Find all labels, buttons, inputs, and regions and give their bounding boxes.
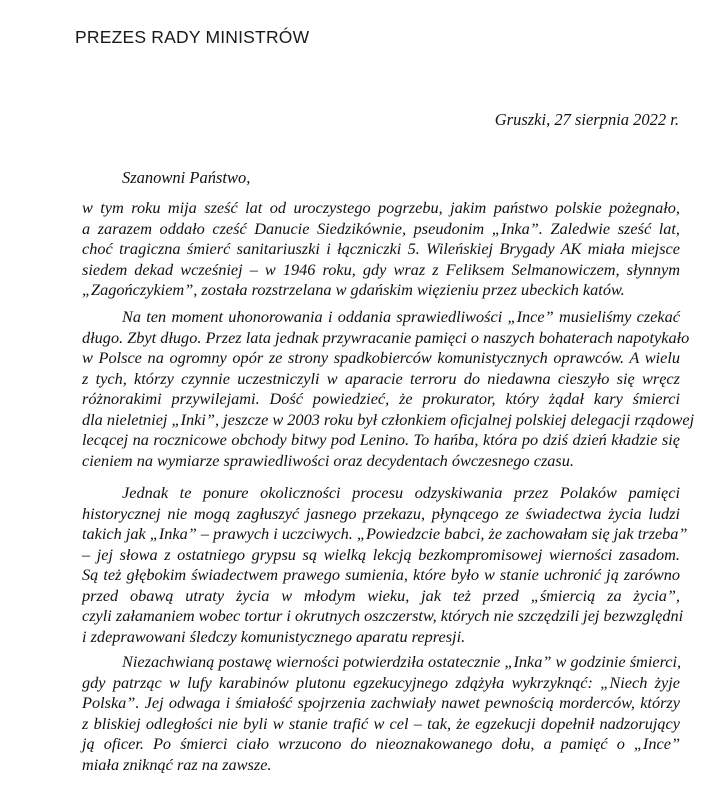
text-line: siedem dekad wcześniej – w 1946 roku, gdy wraz z Feliksem Selmanowiczem, słynnym [82,259,680,279]
text-line: „Zagończykiem”, została rozstrzelana w gdańskim więzieniu przez ubeckich katów. [82,280,625,299]
text-line: różnorakimi przywilejami. Dość powiedzieć, że prokurator, który żądał kary śmierci [82,389,680,408]
text-line: takich jak „Inka” – prawych i uczciwych. „Powiedzcie babci, że zachowałam się jak trzeba” [82,524,688,543]
text-line: i zdeprawowani śledczy komunistycznego aparatu represji. [82,626,466,646]
text-line: Jednak te ponure okoliczności procesu odzyskiwania przez Polaków pamięci [122,483,680,502]
text-line: miała zniknąć raz na zawsze. [82,754,272,774]
text-line: w Polsce na ogromny opór ze strony spadkobierców komunistycznych oprawców. A wielu [82,348,680,367]
text-line: w tym roku mija sześć lat od uroczystego pogrzebu, jakim państwo polskie pożegnało, [82,198,680,217]
text-line: choć tragiczna śmierć sanitariuszki i łączniczki 5. Wileńskiej Brygady AK miała miejsce [82,239,680,258]
text-line: z tych, którzy czynnie uczestniczyli w aparacie terroru do niedawna cieszyło się wręcz [82,368,680,388]
text-line: Są też głębokim świadectwem prawego sumienia, które było w stanie uchronić ją zarówno [82,565,680,584]
paragraph-1 [82,198,680,301]
salutation: Szanowni Państwo, [122,168,251,187]
text-line: z bliskiej odległości nie byli w stanie trafić w cel – tak, że egzekucji dopełnił nadzorujący [82,713,680,733]
paragraph-3 [82,483,688,647]
paragraph-4 [82,652,680,775]
text-line: długo. Zbyt długo. Przez lata jednak przywracanie pamięci o naszych bohaterach napotykało [82,327,690,347]
text-line: cieniem na wymiarze sprawiedliwości oraz decydentach ówczesnego czasu. [82,450,574,470]
letter-date: Gruszki, 27 sierpnia 2022 r. [494,110,679,129]
text-line: gdy patrząc w lufy karabinów plutonu egzekucyjnego zdążyła wykrzyknąć: „Niech żyje [82,672,680,692]
paragraph-2 [82,307,695,471]
text-line: a zarazem oddało cześć Danucie Siedzikównie, pseudonim „Inka”. Zaledwie sześć lat, [82,218,680,238]
text-line: dla nieletniej „Inki”, jeszcze w 2003 roku był członkiem oficjalnej polskiej delegacji rządowej [82,409,695,429]
text-line: ją oficer. Po śmierci ciało wrzucono do nieoznakowanego dołu, a pamięć o „Ince” [82,734,680,753]
text-line: przed obawą utraty życia w młodym wieku, jak też przed „śmiercią za życia”, [82,585,680,605]
text-line: – jej słowa z ostatniego grypsu są wielką lekcją bezkompromisowej wierności zasadom. [82,544,680,564]
text-line: Na ten moment uhonorowania i oddania sprawiedliwości „Ince” musieliśmy czekać [122,307,680,326]
text-line: Polska”. Jej odwaga i śmiałość spojrzenia zachwiały nawet pewnością morderców, którzy [82,693,680,712]
text-line: lecącej na rocznicowe obchody bitwy pod Lenino. To hańba, która po dziś dzień kładzie się [82,430,680,449]
text-line: Niezachwianą postawę wierności potwierdziła ostatecznie „Inka” w godzinie śmierci, [122,652,682,671]
letterhead-title: PREZES RADY MINISTRÓW [75,27,310,47]
text-line: historycznej nie mogą zagłuszyć jasnego przekazu, płynącego ze świadectwa życia ludzi [82,503,680,523]
text-line: czyli załamaniem wobec tortur i okrutnych oszczerstw, których nie szczędzili jej bezwzględni [82,606,684,625]
